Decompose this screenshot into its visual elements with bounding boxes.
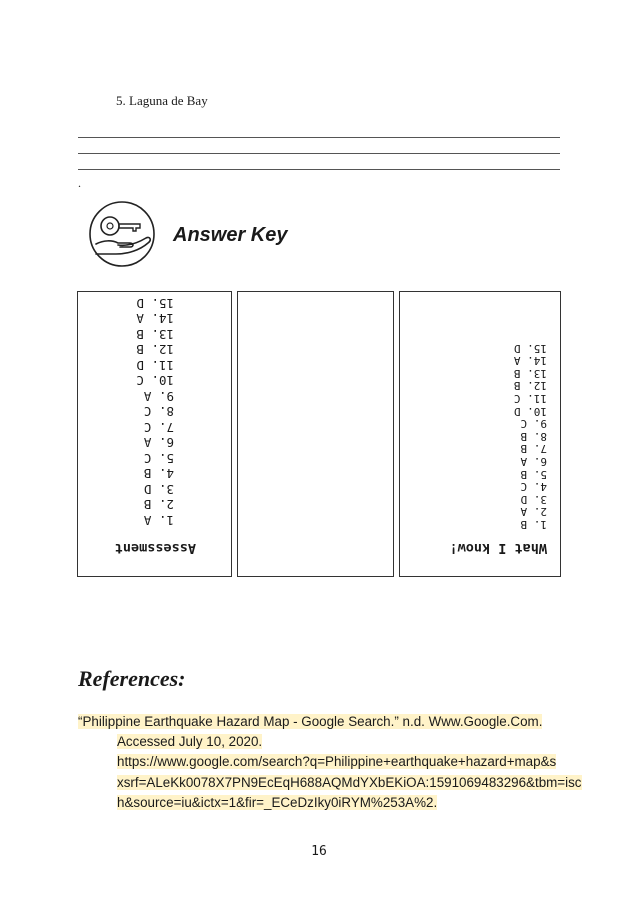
answer-item: 3. D [520,492,547,506]
assessment-answer-list [136,296,174,529]
answer-item: 12. B [513,379,547,393]
assessment-answer-box [77,291,232,577]
references-title: References: [78,666,186,691]
answer-item: 15. D [513,341,547,355]
assessment-heading: Assessment [114,540,196,556]
answer-key-title: Answer Key [173,224,288,246]
reference-entry [78,712,582,813]
separator-dot: . [78,176,81,190]
what-i-know-answer-list [514,341,547,530]
answer-item: 12. B [136,342,174,358]
answer-item: 7. B [520,442,547,456]
what-i-know-heading: What I know! [449,540,547,556]
reference-url-line: xsrf=ALeKk0078X7PN9EcEqH688AQMdYXbEKiOA:1591069483296&tbm=isc [117,774,582,790]
reference-url-line: https://www.google.com/search?q=Philippine+earthquake+hazard+map&s [117,754,557,770]
answer-item: 3. D [143,482,174,497]
reference-line: Accessed July 10, 2020. [117,734,263,750]
reference-url-line: h&source=iu&ictx=1&fir=_ECeDzIky0iRYM%253A%2. [117,794,438,810]
answer-item: 8. B [520,429,547,443]
answer-item: 13. B [136,327,174,342]
answer-item: 6. A [520,455,547,469]
answer-item: 1. B [520,518,547,531]
key-hand-icon [88,200,156,268]
answer-item: 10. D [513,404,547,418]
answer-item: 13. B [513,366,547,380]
answer-item: 9. A [143,389,174,404]
question-item: 5. Laguna de Bay [116,93,208,108]
answer-item: 7. C [143,420,174,435]
answer-item: 8. C [143,404,174,420]
answer-item: 4. B [143,466,174,482]
answer-item: 14. A [136,311,174,327]
empty-answer-box [237,291,394,577]
answer-item: 14. A [513,354,547,368]
answer-item: 2. B [143,497,174,513]
page-number: 16 [311,844,327,859]
answer-item: 1. A [143,513,174,528]
answer-item: 2. A [520,505,547,519]
answer-item: 4. C [520,480,547,494]
answer-item: 9. C [520,417,547,431]
answer-item: 5. C [143,451,174,466]
answer-item: 10. C [136,373,174,389]
answer-item: 6. A [143,435,174,451]
what-i-know-answer-box [399,291,561,577]
answer-item: 5. B [520,467,547,481]
answer-item: 15. D [136,296,174,311]
answer-line [78,169,560,170]
answer-item: 11. C [513,392,547,406]
answer-line [78,137,560,138]
answer-line [78,153,560,154]
reference-line: “Philippine Earthquake Hazard Map - Google Search.” n.d. Www.Google.Com. [78,714,543,729]
answer-item: 11. D [136,358,174,373]
